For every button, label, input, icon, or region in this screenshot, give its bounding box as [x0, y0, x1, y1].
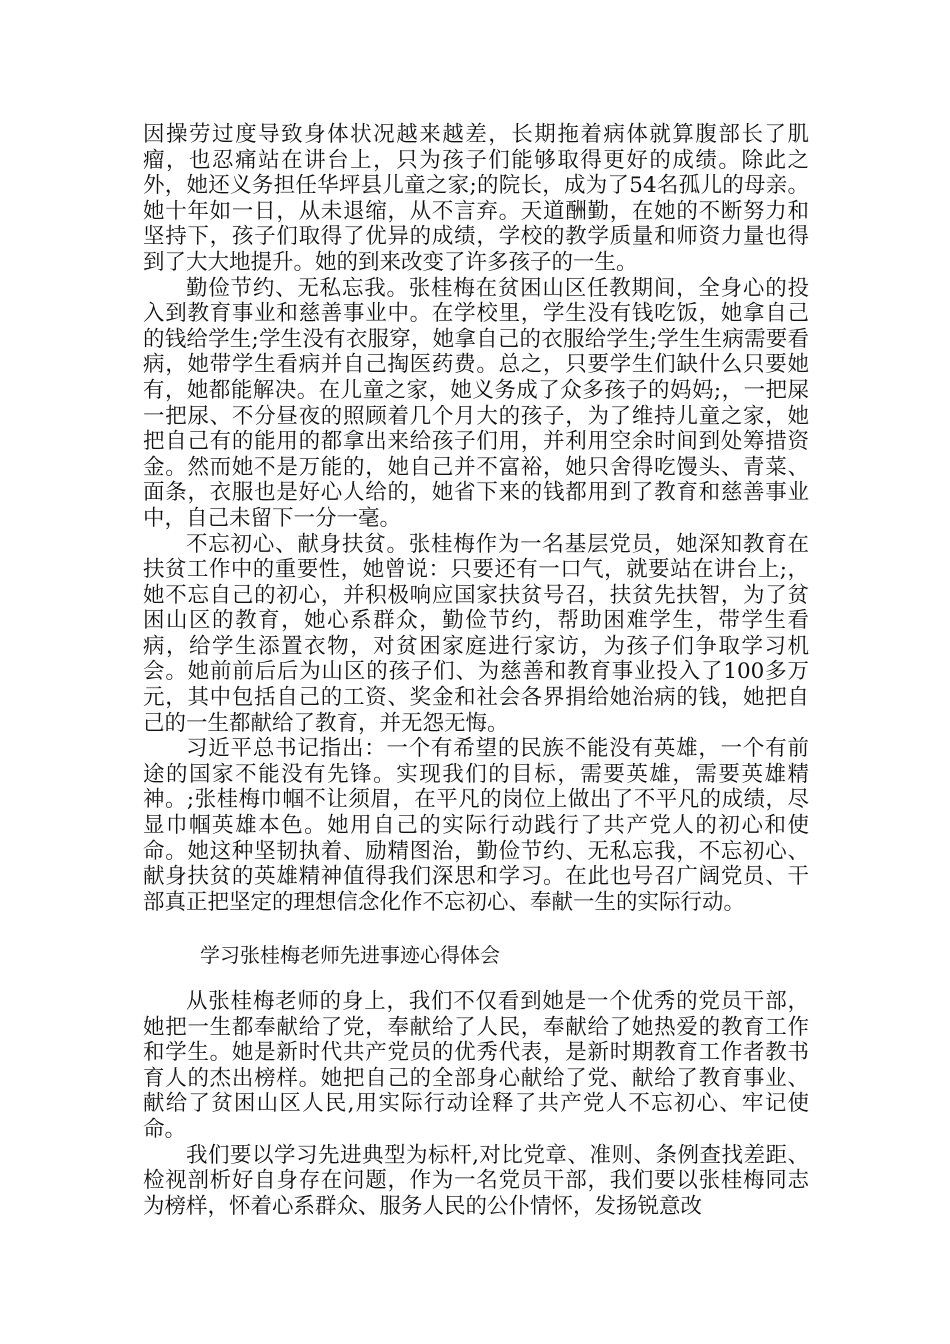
section-title: 学习张桂梅老师先进事迹心得体会: [200, 943, 500, 967]
paragraph-continuation: 因操劳过度导致身体状况越来越差，长期拖着病体就算腹部长了肌瘤，也忍痛站在讲台上，只为孩子们能够取得更好的成绩。除此之外，她还义务担任华坪县儿童之家;的院长，成为了54名孤儿的母亲。她十年如一日，从未退缩，从不言弃。天道酬勤，在她的不断努力和坚持下，孩子们取得了优异的成绩，学校的教学质量和师资力量也得到了大大地提升。她的到来改变了许多孩子的一生。: [143, 122, 809, 275]
paragraph-benchmark: 我们要以学习先进典型为标杆,对比党章、准则、条例查找差距、检视剖析好自身存在问题，作为一名党员干部，我们要以张桂梅同志为榜样，怀着心系群众、服务人民的公仆情怀，发扬锐意改: [143, 1142, 809, 1219]
paragraph-poverty-alleviation: 不忘初心、献身扶贫。张桂梅作为一名基层党员，她深知教育在扶贫工作中的重要性，她曾说：只要还有一口气，就要站在讲台上;，她不忘自己的初心，并积极响应国家扶贫号召，扶贫先扶智，为了贫困山区的教育，她心系群众，勤俭节约，帮助困难学生，带学生看病，给学生添置衣物，对贫困家庭进行家访，为孩子们争取学习机会。她前前后后为山区的孩子们、为慈善和教育事业投入了100多万元，其中包括自己的工资、奖金和社会各界捐给她治病的钱，她把自己的一生都献给了教育，并无怨无悔。: [143, 531, 809, 736]
paragraph-frugal-selfless: 勤俭节约、无私忘我。张桂梅在贫困山区任教期间，全身心的投入到教育事业和慈善事业中。在学校里，学生没有钱吃饭，她拿自己的钱给学生;学生没有衣服穿，她拿自己的衣服给学生;学生生病需要看病，她带学生看病并自己掏医药费。总之，只要学生们缺什么只要她有，她都能解决。在儿童之家，她义务成了众多孩子的妈妈;，一把屎一把尿、不分昼夜的照顾着几个月大的孩子，为了维持儿童之家，她把自己有的能用的都拿出来给孩子们用，并利用空余时间到处筹措资金。然而她不是万能的，她自己并不富裕，她只舍得吃馒头、青菜、面条，衣服也是好心人给的，她省下来的钱都用到了教育和慈善事业中，自己未留下一分一毫。: [143, 275, 809, 531]
body-text-bottom: [143, 989, 809, 1219]
paragraph-hero-spirit: 习近平总书记指出：一个有希望的民族不能没有英雄，一个有前途的国家不能没有先锋。实现我们的目标，需要英雄，需要英雄精神。;张桂梅巾帼不让须眉，在平凡的岗位上做出了不平凡的成绩，尽显巾帼英雄本色。她用自己的实际行动践行了共产党人的初心和使命。她这种坚韧执着、励精图治，勤俭节约、无私忘我，不忘初心、献身扶贫的英雄精神值得我们深思和学习。在此也号召广阔党员、干部真正把坚定的理想信念化作不忘初心、奉献一生的实际行动。: [143, 736, 809, 915]
body-text-top: [143, 122, 809, 915]
paragraph-role-model: 从张桂梅老师的身上，我们不仅看到她是一个优秀的党员干部，她把一生都奉献给了党，奉献给了人民，奉献给了她热爱的教育工作和学生。她是新时代共产党员的优秀代表，是新时期教育工作者教书育人的杰出榜样。她把自己的全部身心献给了党、献给了教育事业、献给了贫困山区人民,用实际行动诠释了共产党人不忘初心、牢记使命。: [143, 989, 809, 1142]
